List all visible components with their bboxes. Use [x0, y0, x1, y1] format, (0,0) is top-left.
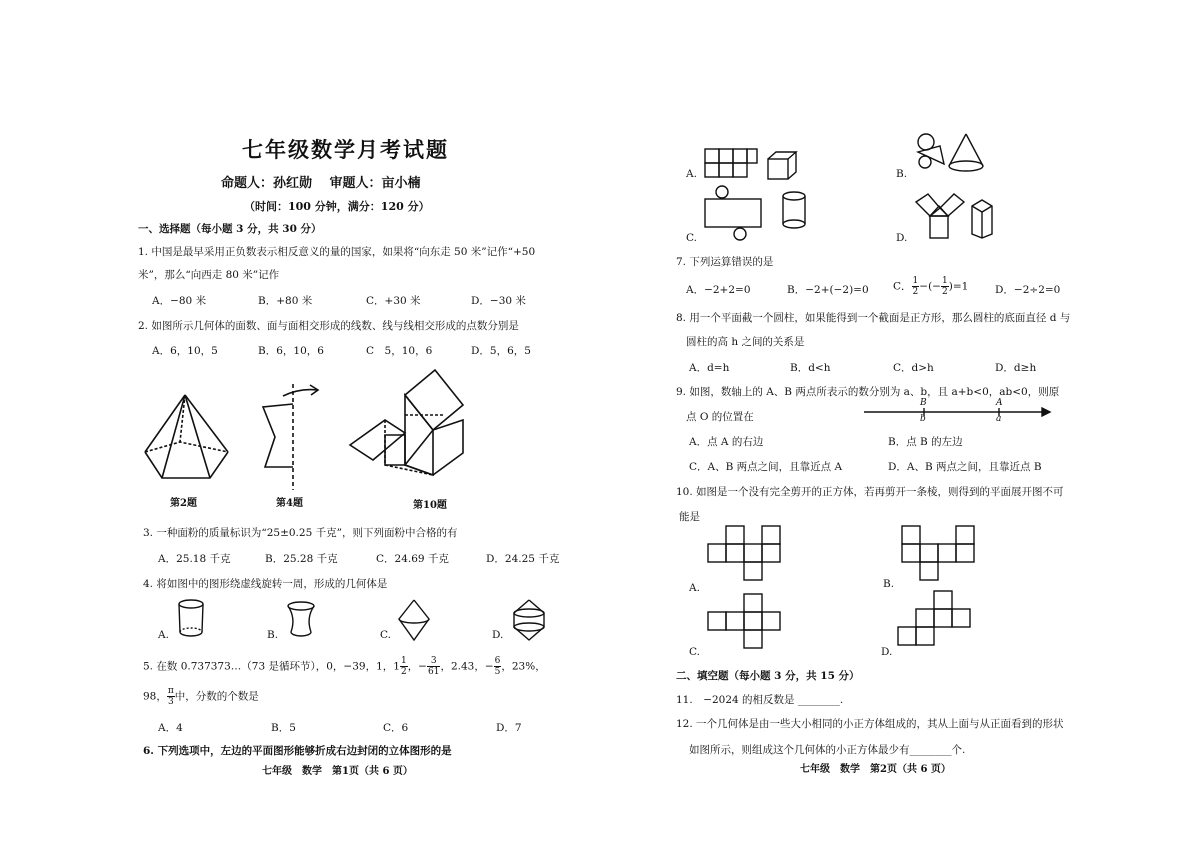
- q2-option-c: C 5，10，6: [366, 345, 433, 357]
- q5-option-c: C．6: [383, 722, 409, 734]
- q2-text: 2. 如图所示几何体的面数、面与面相交形成的线数、线与线相交形成的点数分别是: [138, 320, 519, 332]
- q8-text-line2: 圆柱的高 h 之间的关系是: [686, 336, 805, 348]
- number-line-label-b: b: [920, 414, 926, 424]
- q4-option-a: A.: [158, 629, 169, 641]
- q5-option-a: A．4: [158, 722, 183, 734]
- fig-label-q10: 第10题: [413, 500, 447, 511]
- q6-option-c: C.: [686, 232, 697, 244]
- q2-option-a: A．6，10，5: [152, 345, 218, 357]
- q7-option-b: B．−2+(−2)=0: [787, 284, 869, 296]
- section-fill-heading: 二、填空题（每小题 3 分，共 15 分）: [676, 670, 860, 682]
- q6c-cylinder-net-figure: [702, 185, 772, 241]
- exam-time-info: （时间：100 分钟，满分：120 分）: [244, 200, 430, 213]
- q5-option-d: D．7: [496, 722, 522, 734]
- q5-text-line1: [143, 656, 546, 677]
- q1-option-d: D．−30 米: [471, 295, 526, 307]
- q2-option-b: B．6，10，6: [258, 345, 324, 357]
- q1-text-line1: 1. 中国是最早采用正负数表示相反意义的量的国家，如果将“向东走 50 米”记作“+50: [138, 246, 536, 258]
- q5-text-part6: 中，分数的个数是: [174, 690, 259, 703]
- q10-option-d: D.: [881, 646, 893, 658]
- q10-option-a: A.: [689, 582, 700, 594]
- q9-option-c: C．A、B 两点之间，且靠近点 A: [689, 461, 843, 473]
- q9-option-b: B．点 B 的左边: [888, 436, 963, 448]
- q8-option-c: C．d>h: [893, 362, 934, 374]
- q6-option-d: D.: [896, 232, 908, 244]
- q8-option-d: D．d≥h: [995, 362, 1037, 374]
- q4-option-b: B.: [267, 629, 279, 641]
- right-page-footer: 七年级 数学 第2页（共 6 页）: [800, 764, 951, 775]
- exam-authors: 命题人：孙红勋 审题人：亩小楠: [221, 176, 421, 191]
- q3-option-d: D．24.25 千克: [486, 553, 560, 565]
- q11-text: 11. −2024 的相反数是 ________.: [676, 694, 844, 706]
- q7-option-d: D．−2÷2=0: [995, 284, 1061, 296]
- q7-c-fraction-1: $\frac{1}{2}$: [912, 276, 919, 297]
- q10-text-line1: 10. 如图是一个没有完全剪开的正方体，若再剪开一条棱，则得到的平面展开图不可: [676, 486, 1064, 498]
- q7-option-c: C． $\frac{1}{2}$ −(− $\frac{1}{2}$ )=1: [893, 276, 969, 297]
- double-cone-solid-icon: [396, 598, 432, 642]
- q5-option-b: B．5: [271, 722, 296, 734]
- q7-text: 7. 下列运算错误的是: [676, 256, 774, 268]
- q1-option-a: A．−80 米: [152, 295, 207, 307]
- q10a-net-figure: [708, 525, 788, 587]
- q1-option-b: B．+80 米: [258, 295, 313, 307]
- q5-text-part3: ，2.43，−: [440, 660, 494, 673]
- q7-c-fraction-2: $\frac{1}{2}$: [941, 276, 948, 297]
- q6b-cone-net-figure: [914, 132, 950, 172]
- q8-option-a: A．d=h: [689, 362, 730, 374]
- q7-c-suffix: =1: [952, 280, 969, 293]
- pentagonal-pyramid-figure: [140, 390, 235, 490]
- q10-option-c: C.: [689, 646, 700, 658]
- q10-option-b: B.: [883, 578, 895, 590]
- q6-option-b: B.: [896, 168, 908, 180]
- q2-option-d: D．5，6，5: [471, 345, 531, 357]
- q9-option-a: A．点 A 的右边: [689, 436, 764, 448]
- exam-title: 七年级数学月考试题: [242, 137, 449, 162]
- q5-fraction-pi: $\frac{\pi}{3}$: [167, 686, 174, 707]
- q8-text-line1: 8. 用一个平面截一个圆柱，如果能得到一个截面是正方形，那么圆柱的底面直径 d 与: [676, 312, 1071, 324]
- q5-text-part2: ，−: [407, 660, 427, 673]
- q10-text-line2: 能是: [679, 511, 700, 523]
- left-page-footer: 七年级 数学 第1页（共 6 页）: [262, 766, 413, 777]
- q10b-net-figure: [902, 525, 982, 587]
- q9-option-d: D．A、B 两点之间，且靠近点 B: [888, 461, 1042, 473]
- q3-option-c: C．24.69 千克: [376, 553, 449, 565]
- q5-fraction-2: $\frac{3}{61}$: [428, 656, 440, 677]
- q3-option-b: B．25.28 千克: [265, 553, 338, 565]
- q5-fraction-1: $\frac{1}{2}$: [400, 656, 407, 677]
- cone-cylinder-solid-icon: [510, 598, 548, 642]
- q10d-net-figure: [898, 590, 978, 662]
- q12-text-line2: 如图所示，则组成这个几何体的小正方体最少有________个.: [689, 744, 966, 756]
- number-line-label-A: A: [996, 398, 1003, 408]
- rotation-shape-figure: [255, 382, 330, 492]
- q4-text: 4. 将如图中的图形绕虚线旋转一周，形成的几何体是: [143, 578, 388, 590]
- section-choice-heading: 一、选择题（每小题 3 分，共 30 分）: [138, 223, 322, 235]
- q6b-cone-figure: [946, 132, 986, 174]
- q5-text-part1: 5. 在数 0.737373…（73 是循环节），0，−39，1，1: [143, 660, 400, 673]
- q5-text-part4: ，23%，: [501, 660, 546, 673]
- cut-cube-figure: [345, 365, 470, 495]
- q1-option-c: C．+30 米: [366, 295, 421, 307]
- cylinder-solid-icon: [175, 598, 207, 640]
- q8-option-b: B．d<h: [790, 362, 831, 374]
- fig-label-q4: 第4题: [276, 498, 303, 509]
- q6-text: 6. 下列选项中，左边的平面图形能够折成右边封闭的立体图形的是: [143, 745, 452, 757]
- q4-option-d: D.: [492, 629, 504, 641]
- waisted-cylinder-solid-icon: [284, 600, 318, 640]
- q5-fraction-3: $\frac{6}{5}$: [494, 656, 501, 677]
- q6a-cube-figure: [766, 150, 800, 182]
- number-line-label-a: a: [996, 414, 1002, 424]
- q4-option-c: C.: [380, 629, 391, 641]
- q5-text-part5: 98，: [143, 690, 167, 703]
- q7-option-a: A．−2+2=0: [686, 284, 751, 296]
- q9-text-line1: 9. 如图，数轴上的 A、B 两点所表示的数分别为 a、b，且 a+b<0，ab<0，则原: [676, 386, 1060, 398]
- number-line-figure: [862, 398, 1052, 428]
- q10c-net-figure: [708, 593, 788, 655]
- q6-option-a: A.: [686, 168, 697, 180]
- q6d-prism-net-figure: [914, 192, 966, 240]
- q7-c-prefix: C．: [893, 280, 912, 293]
- number-line-label-B: B: [920, 398, 927, 408]
- q1-text-line2: 米”，那么“向西走 80 米”记作: [138, 269, 280, 281]
- q5-text-line2: [143, 686, 259, 707]
- fig-label-q2: 第2题: [170, 498, 197, 509]
- q6c-cylinder-figure: [780, 190, 808, 234]
- q3-option-a: A．25.18 千克: [158, 553, 231, 565]
- q6d-prism-figure: [968, 198, 998, 240]
- q9-text-line2: 点 O 的位置在: [686, 411, 754, 423]
- q12-text-line1: 12. 一个几何体是由一些大小相同的小正方体组成的，其从上面与从正面看到的形状: [676, 718, 1064, 730]
- q3-text: 3. 一种面粉的质量标识为“25±0.25 千克”，则下列面粉中合格的有: [143, 527, 458, 539]
